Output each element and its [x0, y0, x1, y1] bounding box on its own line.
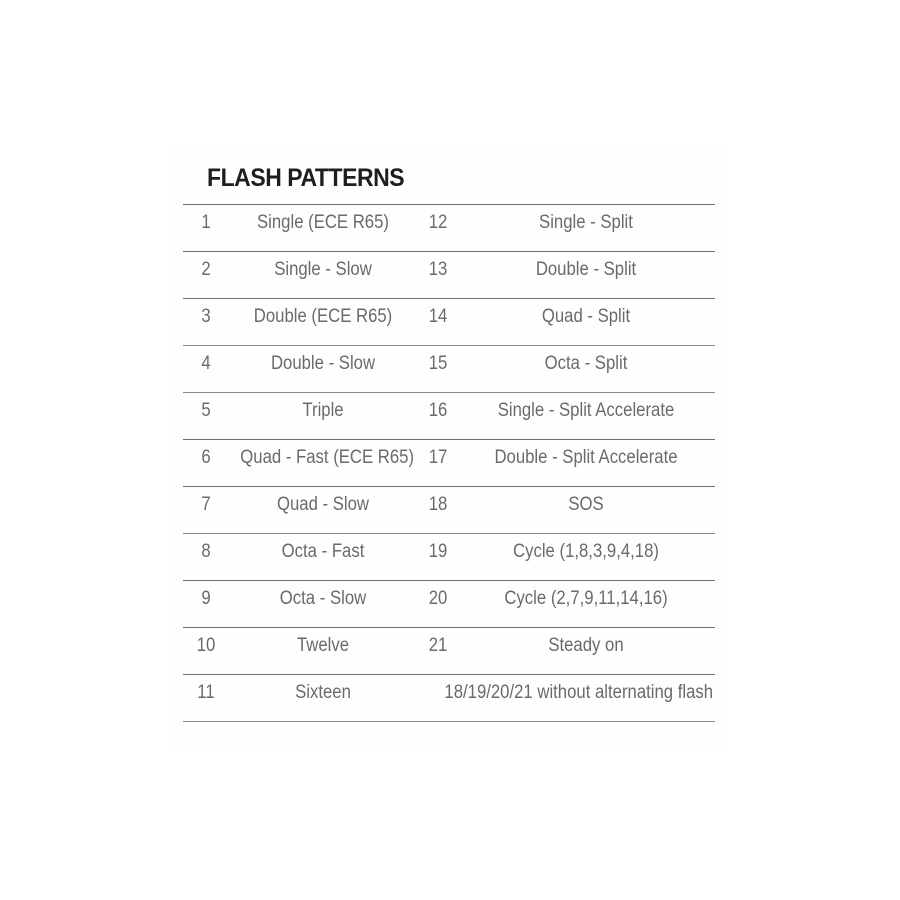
- pattern-name: Steady on: [548, 635, 624, 656]
- pattern-name: Octa - Slow: [279, 588, 367, 609]
- pattern-name: Single - Slow: [274, 259, 372, 280]
- pattern-number: 20: [428, 588, 448, 609]
- table-row: [183, 440, 715, 487]
- pattern-number: 13: [428, 259, 448, 280]
- table-row: [183, 346, 715, 393]
- table-row: [183, 393, 715, 440]
- pattern-number: 14: [428, 306, 448, 327]
- pattern-name: Double - Slow: [270, 353, 376, 374]
- table-row: [183, 299, 715, 346]
- pattern-name: Octa - Fast: [281, 541, 365, 562]
- pattern-number: 3: [201, 306, 211, 327]
- pattern-number: 10: [196, 635, 216, 656]
- pattern-number: 9: [201, 588, 211, 609]
- pattern-name: Octa - Split: [544, 353, 628, 374]
- pattern-name: SOS: [568, 494, 604, 515]
- pattern-name: Single - Split: [539, 212, 633, 233]
- pattern-name: Single - Split Accelerate: [497, 400, 675, 421]
- pattern-name: Cycle (2,7,9,11,14,16): [504, 588, 668, 609]
- pattern-note: 18/19/20/21 without alternating flash: [444, 682, 714, 703]
- pattern-number: 21: [428, 635, 448, 656]
- pattern-number: 12: [428, 212, 448, 233]
- table-row: [183, 534, 715, 581]
- pattern-number: 16: [428, 400, 448, 421]
- pattern-name: Quad - Slow: [276, 494, 369, 515]
- pattern-name: Quad - Split: [541, 306, 631, 327]
- pattern-number: 11: [197, 682, 215, 703]
- pattern-name: Sixteen: [295, 682, 351, 703]
- pattern-number: 17: [428, 447, 448, 468]
- flash-patterns-table: [183, 204, 715, 722]
- pattern-number: 1: [201, 212, 211, 233]
- pattern-name: Double (ECE R65): [253, 306, 393, 327]
- pattern-name: Single (ECE R65): [257, 212, 389, 233]
- pattern-name: Quad - Fast (ECE R65): [240, 447, 415, 468]
- pattern-name: Double - Split Accelerate: [494, 447, 678, 468]
- pattern-number: 15: [428, 353, 448, 374]
- table-row: [183, 252, 715, 299]
- pattern-number: 5: [201, 400, 211, 421]
- table-row: [183, 628, 715, 675]
- table-row: [183, 487, 715, 534]
- pattern-number: 2: [201, 259, 211, 280]
- pattern-number: 8: [201, 541, 211, 562]
- pattern-number: 4: [201, 353, 211, 374]
- pattern-name: Cycle (1,8,3,9,4,18): [513, 541, 659, 562]
- pattern-number: 18: [428, 494, 448, 515]
- pattern-number: 6: [201, 447, 211, 468]
- table-row: [183, 581, 715, 628]
- table-row: [183, 205, 715, 252]
- pattern-number: 7: [201, 494, 211, 515]
- pattern-number: 19: [428, 541, 448, 562]
- table-title: FLASH PATTERNS: [207, 164, 405, 192]
- pattern-name: Triple: [302, 400, 344, 421]
- pattern-name: Double - Split: [535, 259, 637, 280]
- table-row: [183, 675, 715, 722]
- pattern-name: Twelve: [296, 635, 350, 656]
